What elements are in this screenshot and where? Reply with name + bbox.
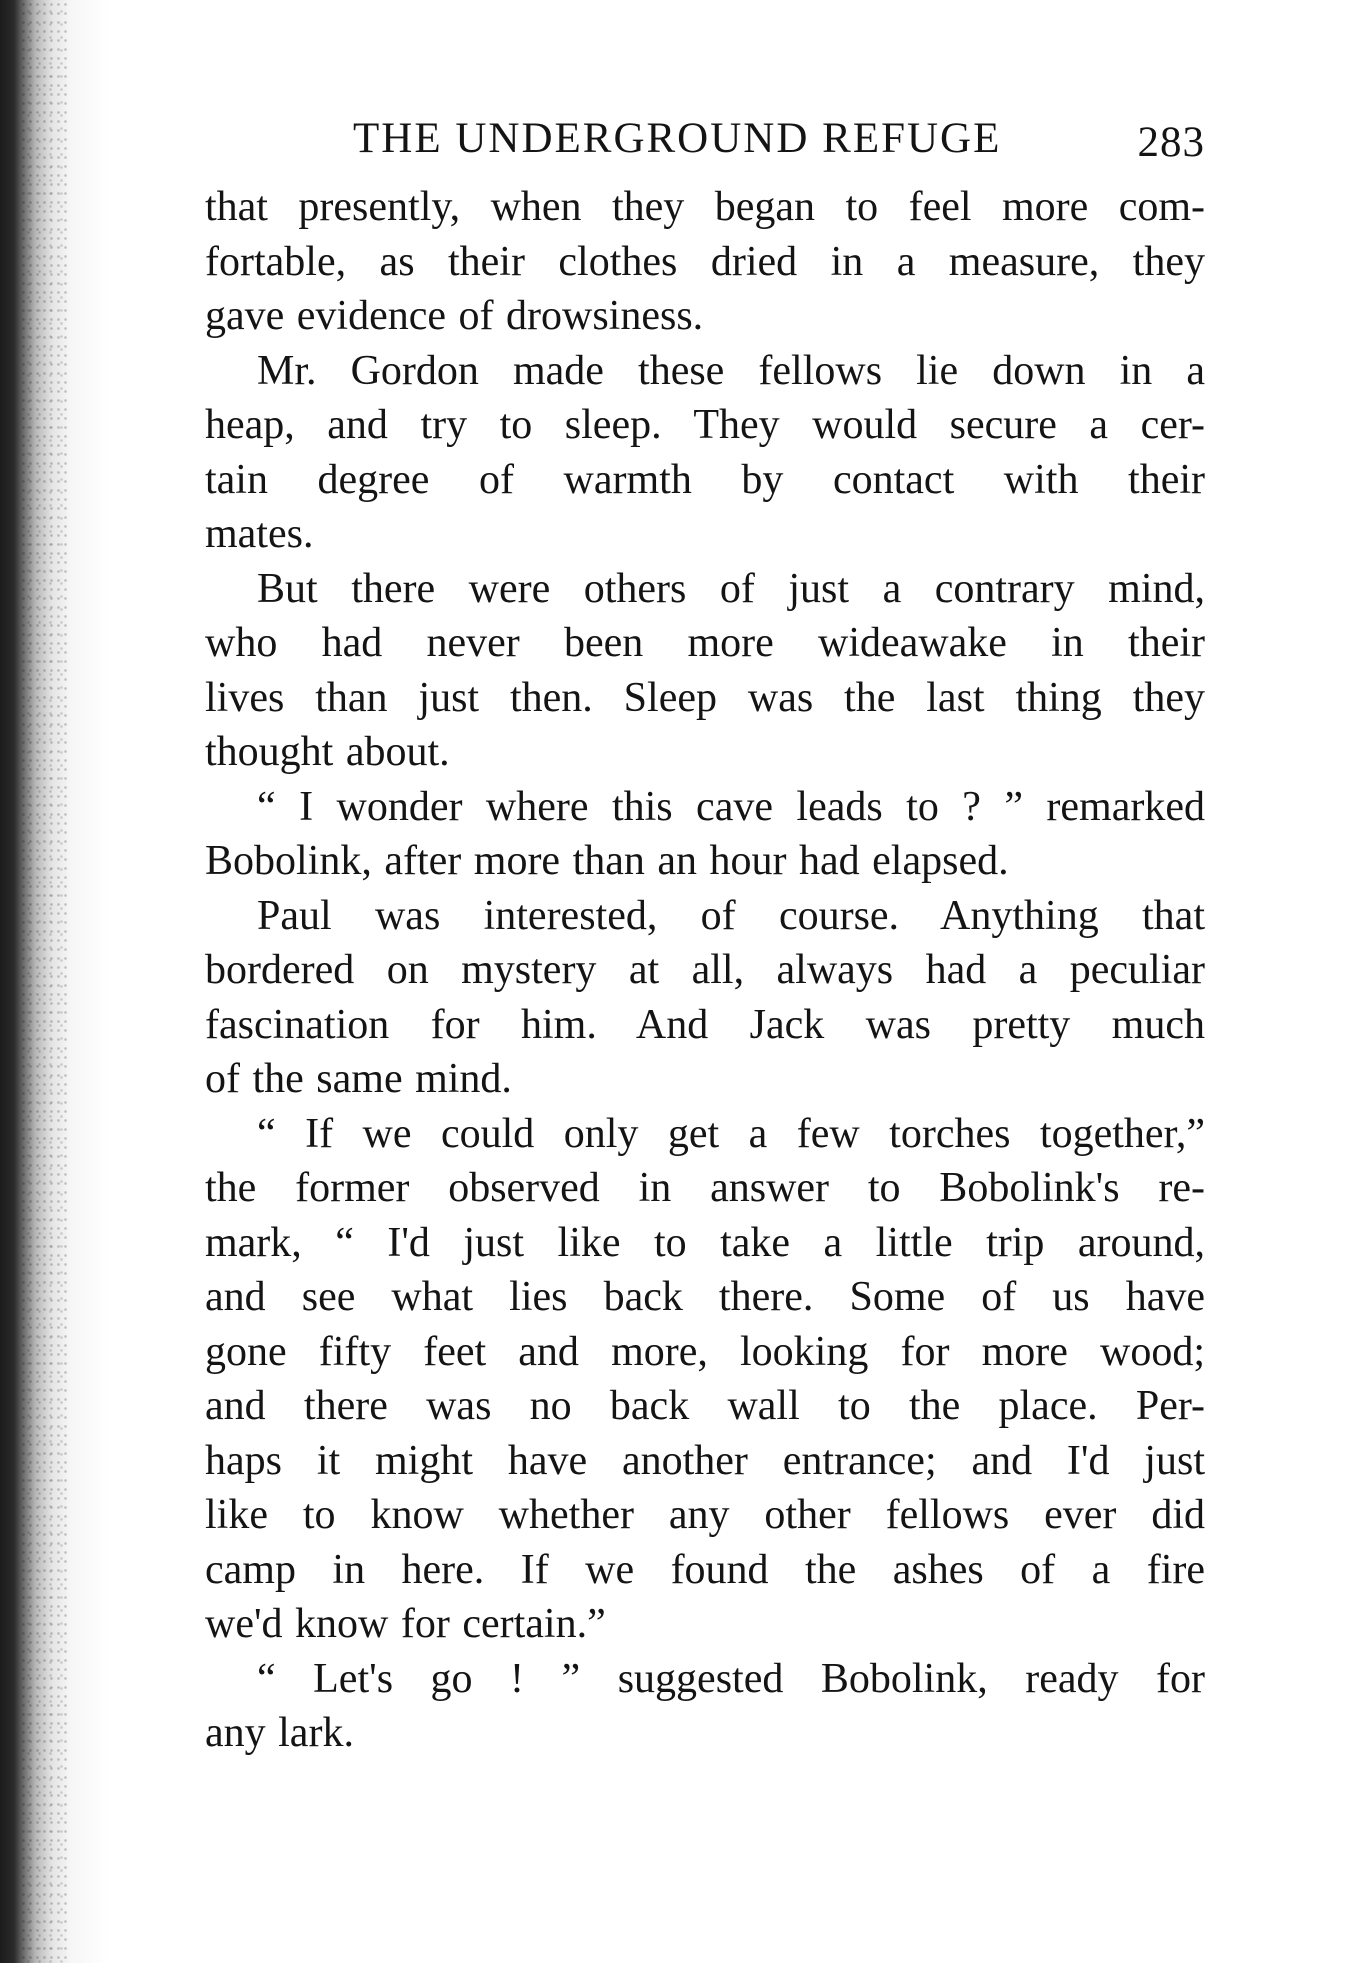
binding-texture (20, 0, 70, 1963)
text-line: lives than just then. Sleep was the last thing they (205, 674, 1205, 721)
text-line: that presently, when they began to feel more com- (205, 184, 1205, 230)
page-number: 283 (1137, 119, 1205, 166)
text-line: any lark. (205, 1710, 354, 1756)
running-title: THE UNDERGROUND REFUGE (353, 115, 1002, 162)
text-line: tain degree of warmth by contact with their (205, 456, 1205, 503)
text-line: mates. (205, 511, 314, 557)
book-page (205, 100, 1205, 1761)
text-line: gave evidence of drowsiness. (205, 293, 704, 339)
text-line: Mr. Gordon made these fellows lie down in a (257, 347, 1205, 394)
running-head (205, 100, 1205, 180)
text-line: Paul was interested, of course. Anything that (257, 892, 1205, 939)
text-line: “ If we could only get a few torches together,” (257, 1110, 1205, 1157)
text-line: gone fifty feet and more, looking for more wood; (205, 1328, 1205, 1375)
text-line: we'd know for certain.” (205, 1601, 606, 1647)
text-line: and there was no back wall to the place. Per- (205, 1383, 1205, 1429)
text-line: haps it might have another entrance; and I'd just (205, 1437, 1205, 1484)
text-line: the former observed in answer to Bobolink's re- (205, 1165, 1205, 1211)
text-line: of the same mind. (205, 1056, 512, 1102)
text-line: “ Let's go ! ” suggested Bobolink, ready for (257, 1655, 1205, 1702)
text-line: camp in here. If we found the ashes of a fire (205, 1546, 1205, 1593)
text-line: fortable, as their clothes dried in a measure, they (205, 238, 1205, 285)
text-line: bordered on mystery at all, always had a peculiar (205, 947, 1205, 993)
text-line: But there were others of just a contrary mind, (257, 565, 1205, 612)
text-line: heap, and try to sleep. They would secure a cer- (205, 402, 1205, 448)
text-line: thought about. (205, 729, 450, 775)
text-line: who had never been more wideawake in their (205, 620, 1205, 666)
text-line: and see what lies back there. Some of us have (205, 1274, 1205, 1320)
text-line: “ I wonder where this cave leads to ? ” remarked (257, 783, 1205, 830)
text-line: fascination for him. And Jack was pretty much (205, 1001, 1205, 1048)
text-line: mark, “ I'd just like to take a little trip around, (205, 1219, 1205, 1266)
body-text (205, 180, 1205, 1761)
text-line: Bobolink, after more than an hour had elapsed. (205, 838, 1009, 884)
text-line: like to know whether any other fellows ever did (205, 1492, 1205, 1538)
